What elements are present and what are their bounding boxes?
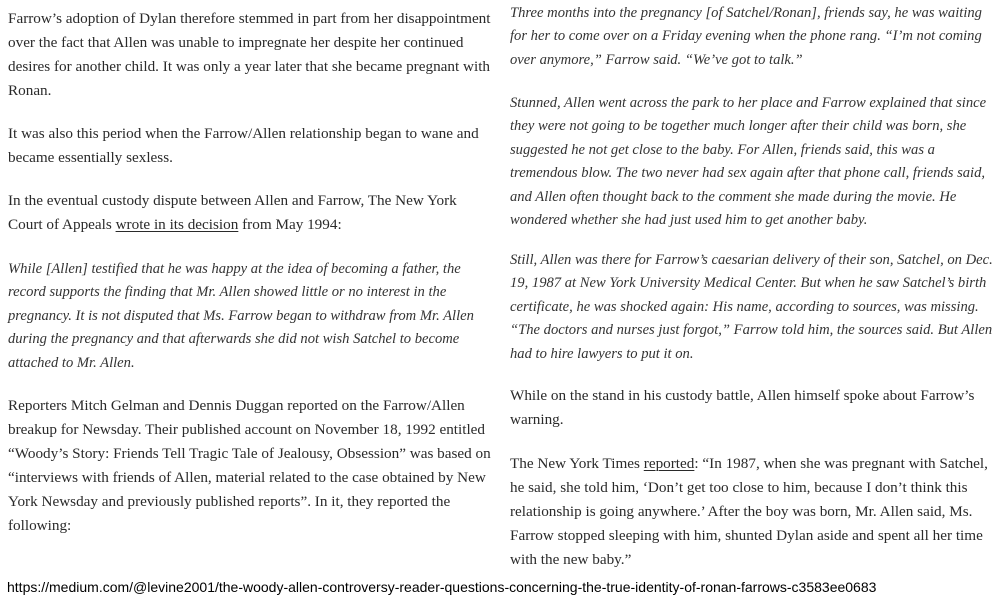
quote-satchel-birth: Still, Allen was there for Farrow’s caesarian delivery of their son, Satchel, on Dec. 19, 1987 at New York University Medical Center. But when he saw Satchel’s birth certificate, he was shocked again: His name, according to sources, was missing. “The doctors and nurses just forgot,” Farrow told him, the sources said. But Allen had to hire lawyers to put it on. xyxy=(510,252,993,362)
nyt-text-after: : “In 1987, when she was pregnant with Satchel, he said, she told him, ‘Don’t get too close to him, because I don’t think this relationship is going anywhere.’ After the boy was born, Mr. Allen said, Ms. Farrow stopped sleeping with him, shunted Dylan aside and spent all her time with the new baby.” xyxy=(510,455,988,568)
paragraph-court-of-appeals xyxy=(8,189,494,237)
source-url: https://medium.com/@levine2001/the-woody-allen-controversy-reader-questions-concerning-the-true-identity-of-ronan-farrows-c3583ee0683 xyxy=(7,579,877,595)
court-text-before: In the eventual custody dispute between Allen and Farrow, The New York Court of Appeals xyxy=(8,192,457,233)
nyt-text-before: The New York Times xyxy=(510,455,644,472)
paragraph-custody-stand: While on the stand in his custody battle, Allen himself spoke about Farrow’s warning. xyxy=(510,387,975,428)
quote-phone-call: Three months into the pregnancy [of Satchel/Ronan], friends say, he was waiting for her to come over on a Friday evening when the phone rang. “I’m not coming over anymore,” Farrow said. “We’ve got to talk.” xyxy=(510,5,982,68)
paragraph-relationship: It was also this period when the Farrow/Allen relationship began to wane and became essentially sexless. xyxy=(8,125,479,166)
quote-across-the-park: Stunned, Allen went across the park to her place and Farrow explained that since they were not going to be together much longer after their child was born, she suggested he not get close to the baby. For Allen, friends said, this was a tremendous blow. The two never had sex again after that phone call, friends said, and Allen often thought back to the comment she made during the movie. He wondered whether she had just used him to get another baby. xyxy=(510,95,987,229)
paragraph-newsday: Reporters Mitch Gelman and Dennis Duggan reported on the Farrow/Allen breakup for Newsday. Their published account on November 18, 1992 entitled “Woody’s Story: Friends Tell Tragic Tale of Jealousy, Obsession” was based on “interviews with friends of Allen, material related to the case obtained by New York Newsday and previously published reports”. In it, they reported the following: xyxy=(8,397,491,534)
paragraph-adoption: Farrow’s adoption of Dylan therefore stemmed in part from her disappointment over the fact that Allen was unable to impregnate her despite her continued desires for another child. It was only a year later that she became pregnant with Ronan. xyxy=(8,10,491,99)
quote-court-decision: While [Allen] testified that he was happy at the idea of becoming a father, the record supports the finding that Mr. Allen showed little or no interest in the pregnancy. It is not disputed that Ms. Farrow began to withdraw from Mr. Allen during the pregnancy and that afterwards she did not wish Satchel to become attached to Mr. Allen. xyxy=(8,261,474,371)
reported-link[interactable]: reported xyxy=(643,455,695,472)
paragraph-nyt xyxy=(510,452,996,572)
court-text-after: from May 1994: xyxy=(238,216,342,233)
decision-link[interactable]: wrote in its decision xyxy=(115,216,239,233)
